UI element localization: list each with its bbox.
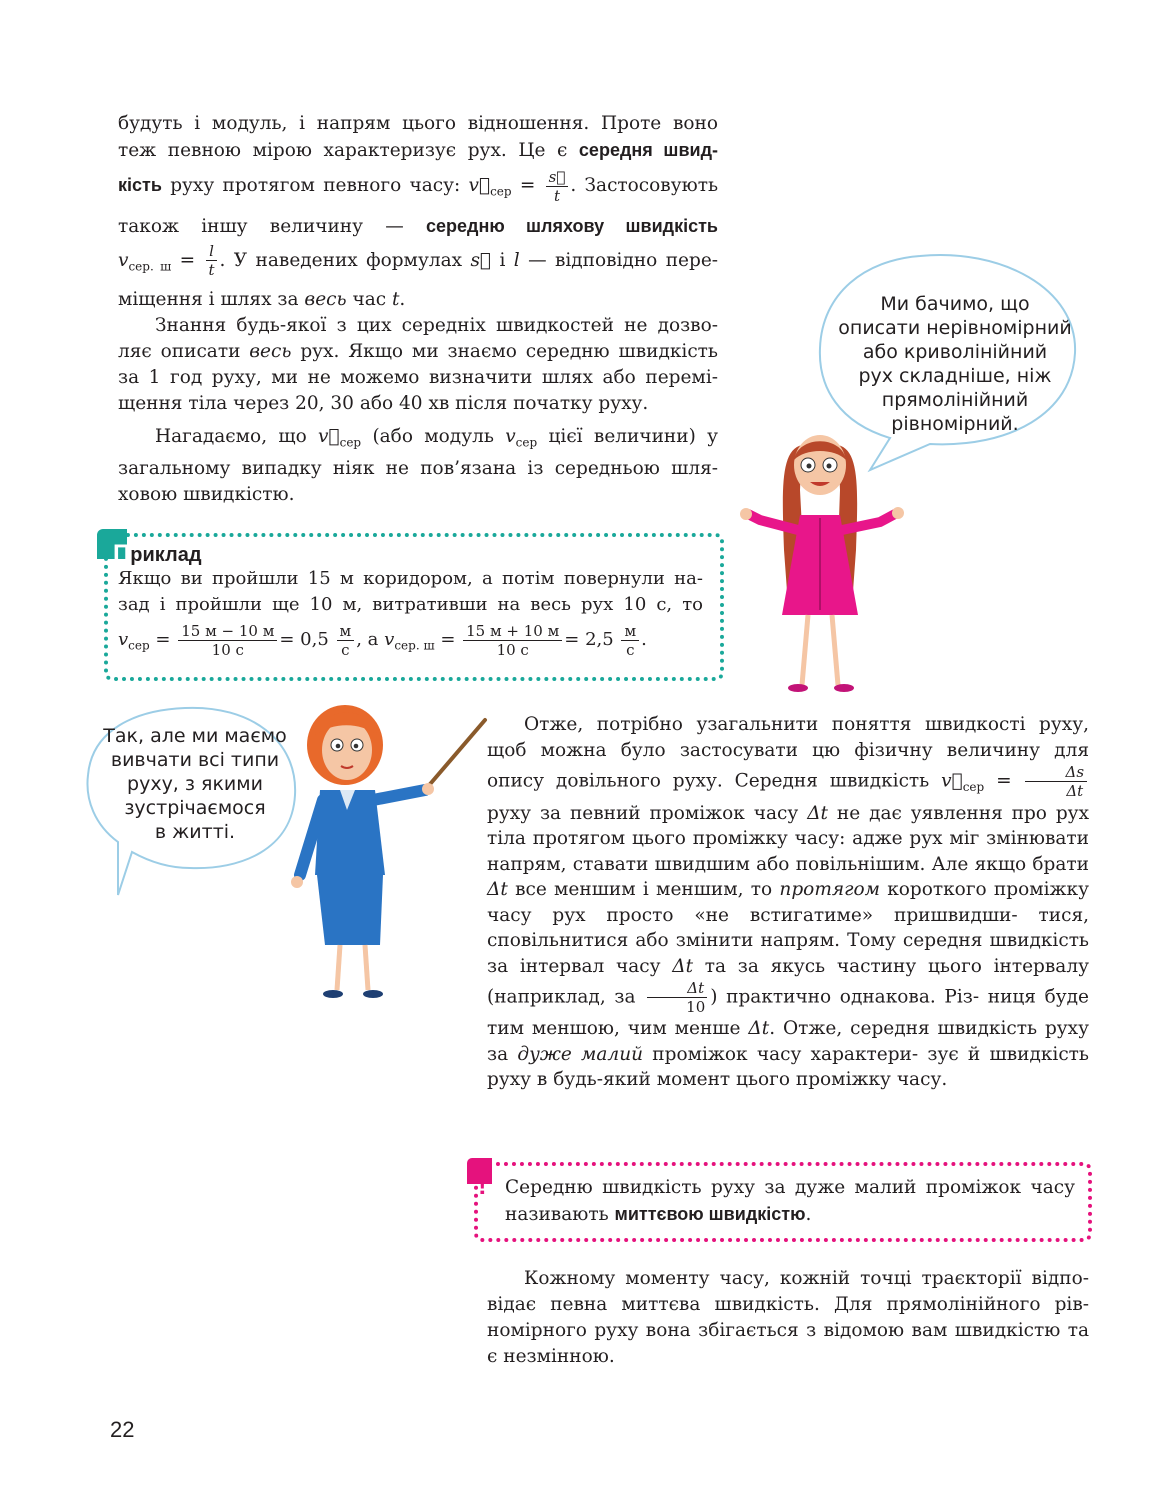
paragraph-reminder: Нагадаємо, що $v⃗_{сер}$ (або модуль $v_{сер}$ цієї величини) у загальному випадку ніяк не пов’язана із середньою шля- ховою швидкістю. [118,426,718,505]
intro-paragraph: будуть і модуль, і напрям цього відношення. Проте воно теж певною мірою характеризує рух. Це є середня швид- кість руху протягом певного часу: $v⃗_{сер}$ = $\frac{s⃗}{t}$ . Застосовують також іншу величину — середню шляхову швидкість $v_{сер. ш}$ = $\frac{l}{t}$ . У наведених формулах s⃗ і l — відповідно пере- міщення і шлях за весь час t. [118,113,719,311]
intro-line-4: також іншу величину — [118,215,404,237]
example-title: Приклад [113,540,202,567]
exclamation-icon: ! [478,1170,487,1200]
term-average-velocity: середня швид- [578,140,718,160]
example-text [118,566,703,668]
paragraph-instant: Кожному моменту часу, кожній точці траєкторії відпо- відає певна миттєва швидкість. Для прямолінійного рів- номірного руху вона збігається з відомою вам швидкістю та є незмінною. [487,1268,1089,1367]
intro-line-2: теж певною мірою характеризує рух. Це є [118,140,568,161]
paragraph-generalize: Отже, потрібно узагальнити поняття швидкості руху, щоб можна було застосувати цю фізичну величину для опису довільного руху. Середня швидкість $v⃗_{сер}$ = $\frac{\Delta s}{\Delta t}$ руху за певний проміжок часу Δt не дає уявлення про рух тіла протягом цього проміжку часу: адже рух міг змінювати напрям, ставати швидшим або повільнішим. Але якщо брати Δt все меншим і меншим, то протягом короткого проміжку часу рух просто «не встигатиме» пришвидши- тися, сповільнитися або змінити напрям. Тому середня швидкість за інтервал часу Δt та за якусь частину цього інтервалу (наприклад, за $\frac{\Delta t}{10}$ ) практично однакова. Різ- ниця буде тим меншою, чим менше Δt. Отже, середня швидкість руху за дуже малий проміжок часу характери- зує й швидкість руху в будь-який момент цього проміжку часу. [487,714,1090,1091]
intro-line-1: будуть і модуль, і напрям цього відношення. Проте воно [118,113,718,134]
term-average-speed: середню шляхову швидкість [426,215,718,236]
teacher-illustration [285,690,505,1010]
formula-avg-speed: $v_{сер. ш}$ = $\frac{l}{t}$ [118,250,220,271]
paragraph-knowledge: Знання будь-якої з цих середніх швидкостей не дозво- ляє описати весь рух. Якщо ми знаємо середню швидкість за 1 год руху, ми не можемо визначити шлях або перемі- щення тіла через 20, 30 або 40 хв після початку руху. [118,315,718,414]
girl-bubble-text: Ми бачимо, що описати нерівномірний або криволінійний рух складніше, ніж прямолінійний рівномірний. [838,293,1072,435]
teacher-bubble-text: Так, але ми маємо вивчати всі типи руху, з якими зустрічаємося в житті. [103,725,287,843]
example-line-2: зад і пройшли ще 10 м, витративши на весь рух 10 с, то [118,594,703,615]
page-number: 22 [110,1417,135,1442]
example-formula: $v_{сер}$ = $\frac{15 м - 10 м}{10 с}$ = 0,5 $\frac{м}{с}$ , а $v_{сер. ш}$ = $\frac{15 м + 10 м}{10 с}$ = 2,5 $\frac{м}{с}$ . [118,621,647,659]
girl-illustration [740,430,910,700]
term-instant-velocity: миттєвою швидкістю [614,1204,806,1224]
formula-avg-velocity: $v⃗_{сер}$ = $\frac{s⃗}{t}$ [469,175,571,196]
example-line-1: Якщо ви пройшли 15 м коридором, а потім повернули на- [118,568,703,589]
intro-line-6: міщення і шлях за [118,289,299,311]
intro-line-3: руху протягом певного часу: [170,175,461,196]
term-average-velocity-end: кість [118,175,162,195]
definition-text: Середню швидкість руху за дуже малий проміжок часу називають миттєвою швидкістю. [505,1177,1075,1225]
